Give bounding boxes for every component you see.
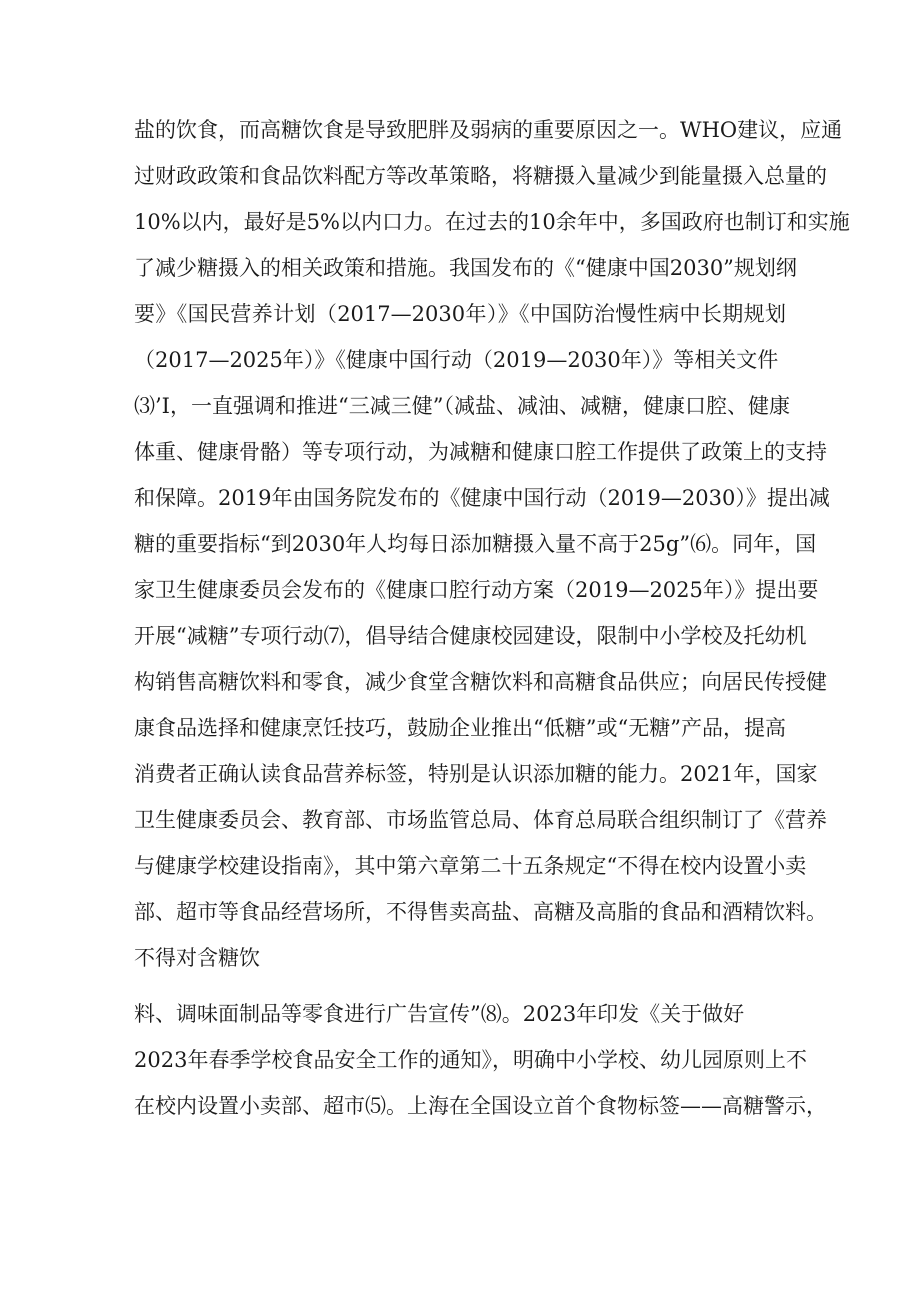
body-text-line: 要》《国民营养计划（2017—2030年）》《中国防治慢性病中长期规划 bbox=[134, 302, 786, 326]
body-text-line: 康食品选择和健康烹饪技巧，鼓励企业推出“低糖”或“无糖”产品，提高 bbox=[134, 716, 786, 740]
body-text-line: 体重、健康骨骼）等专项行动，为减糖和健康口腔工作提供了政策上的支持 bbox=[134, 440, 827, 464]
body-text-line: 消费者正确认读食品营养标签，特别是认识添加糖的能力。2021年，国家 bbox=[134, 762, 818, 786]
body-text-line: 在校内设置小卖部、超市⑸。上海在全国设立首个食物标签——高糖警示， bbox=[134, 1094, 827, 1118]
body-text-line: （2017—2025年）》《健康中国行动（2019—2030年）》等相关文件 bbox=[134, 348, 779, 372]
body-text-line: 家卫生健康委员会发布的《健康口腔行动方案（2019—2025年）》提出要 bbox=[134, 578, 819, 602]
body-text-line: 过财政政策和食品饮料配方等改革策略，将糖摄入量减少到能量摄入总量的 bbox=[134, 164, 827, 188]
body-text-line: 糖的重要指标“到2030年人均每日添加糖摄入量不高于25g”⑹。同年，国 bbox=[134, 532, 817, 556]
body-text-line: ⑶’I，一直强调和推进“三减三健”（减盐、减油、减糖，健康口腔、健康 bbox=[134, 394, 790, 418]
body-text-line: 构销售高糖饮料和零食，减少食堂含糖饮料和高糖食品供应；向居民传授健 bbox=[134, 670, 827, 694]
body-text-line: 10%以内，最好是5%以内口力。在过去的10余年中，多国政府也制订和实施 bbox=[134, 210, 850, 234]
body-text-line: 部、超市等食品经营场所，不得售卖高盐、高糖及高脂的食品和酒精饮料。 bbox=[134, 900, 827, 924]
body-text-line: 了减少糖摄入的相关政策和措施。我国发布的《“健康中国2030”规划纲 bbox=[134, 256, 797, 280]
body-text-line: 与健康学校建设指南》，其中第六章第二十五条规定“不得在校内设置小卖 bbox=[134, 854, 807, 878]
body-text-line: 卫生健康委员会、教育部、市场监管总局、体育总局联合组织制订了《营养 bbox=[134, 808, 827, 832]
body-text-line: 2023年春季学校食品安全工作的通知》，明确中小学校、幼儿园原则上不 bbox=[134, 1048, 807, 1072]
body-text-line: 料、调味面制品等零食进行广告宣传”⑻。2023年印发《关于做好 bbox=[134, 1002, 745, 1026]
body-text-line: 盐的饮食，而高糖饮食是导致肥胖及弱病的重要原因之一。WHO建议，应通 bbox=[134, 118, 843, 142]
body-text-line: 和保障。2019年由国务院发布的《健康中国行动（2019—2030）》提出减 bbox=[134, 486, 830, 510]
body-text-line: 不得对含糖饮 bbox=[134, 946, 260, 970]
body-text-line: 开展“减糖”专项行动⑺，倡导结合健康校园建设，限制中小学校及托幼机 bbox=[134, 624, 807, 648]
